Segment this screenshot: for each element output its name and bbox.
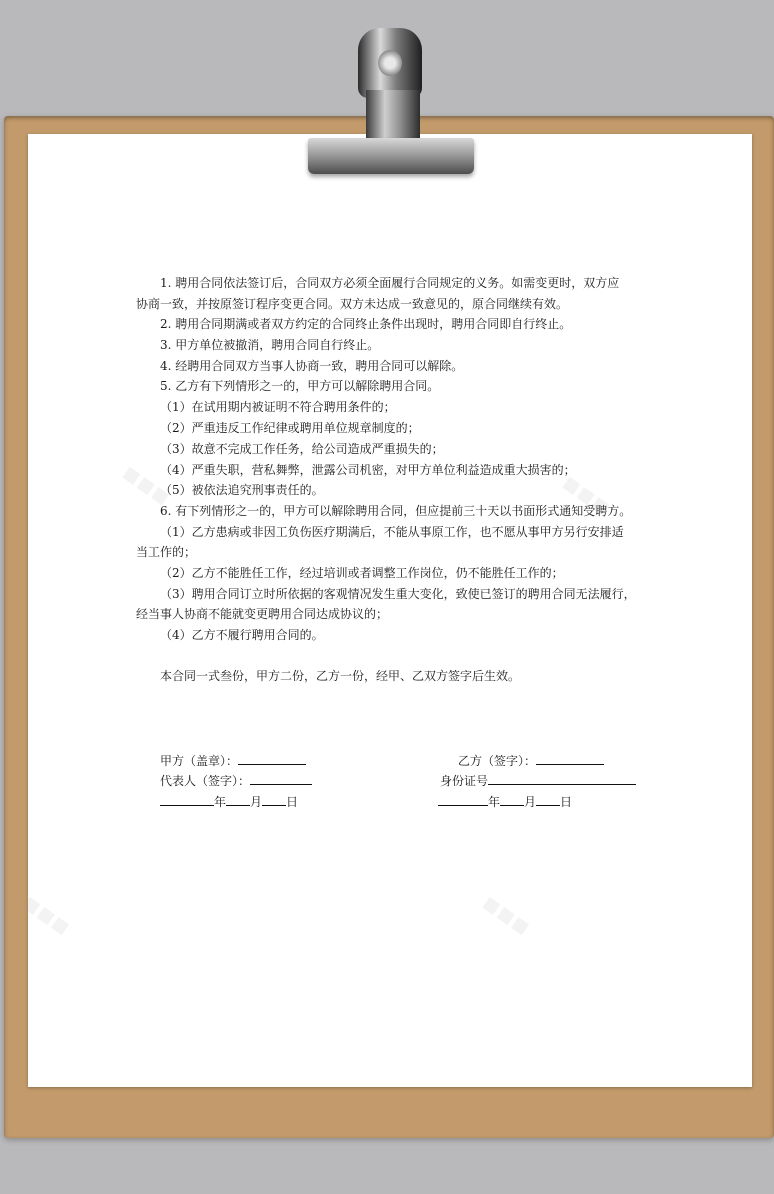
contract-line: 3. 甲方单位被撤消，聘用合同自行终止。 bbox=[160, 338, 380, 352]
watermark-mark: ▪▪▪ bbox=[116, 457, 177, 513]
contract-line: （4）严重失职，营私舞弊，泄露公司机密，对甲方单位利益造成重大损害的； bbox=[160, 463, 576, 477]
binder-clip-arm bbox=[366, 90, 420, 140]
contract-line: （3）聘用合同订立时所依据的客观情况发生重大变化，致使已签订的聘用合同无法履行， bbox=[160, 587, 636, 601]
party-a-blank bbox=[238, 752, 306, 765]
party-b-label: 乙方（签字）： bbox=[458, 754, 537, 768]
id-number-label: 身份证号 bbox=[440, 774, 489, 788]
month-label: 月 bbox=[524, 795, 537, 809]
representative-blank bbox=[250, 772, 312, 785]
id-number-field bbox=[440, 772, 636, 789]
party-a-date bbox=[160, 793, 298, 810]
party-b-signature bbox=[458, 752, 604, 769]
contract-line: 当工作的； bbox=[136, 545, 197, 559]
year-blank bbox=[438, 793, 488, 806]
month-blank bbox=[226, 793, 250, 806]
year-label: 年 bbox=[214, 795, 227, 809]
month-blank bbox=[500, 793, 524, 806]
id-number-blank bbox=[488, 772, 636, 785]
contract-line: （1）在试用期内被证明不符合聘用条件的； bbox=[160, 400, 396, 414]
watermark-mark: ▪▪▪ bbox=[476, 887, 537, 943]
party-b-date bbox=[438, 793, 572, 810]
year-blank bbox=[160, 793, 214, 806]
day-blank bbox=[536, 793, 560, 806]
contract-line: （1）乙方患病或非因工负伤医疗期满后，不能从事原工作，也不愿从事甲方另行安排适 bbox=[160, 525, 624, 539]
month-label: 月 bbox=[250, 795, 263, 809]
contract-line: 1. 聘用合同依法签订后，合同双方必须全面履行合同规定的义务。如需变更时，双方应 bbox=[160, 276, 620, 290]
party-b-blank bbox=[536, 752, 604, 765]
day-label: 日 bbox=[560, 795, 573, 809]
contract-line: 经当事人协商不能就变更聘用合同达成协议的； bbox=[136, 607, 389, 621]
day-label: 日 bbox=[286, 795, 299, 809]
contract-line: 4. 经聘用合同双方当事人协商一致，聘用合同可以解除。 bbox=[160, 359, 464, 373]
contract-line: （3）故意不完成工作任务，给公司造成严重损失的； bbox=[160, 442, 444, 456]
party-a-signature bbox=[160, 752, 306, 769]
representative-label: 代表人（签字）： bbox=[160, 774, 251, 788]
day-blank bbox=[262, 793, 286, 806]
binder-clip-hole bbox=[378, 50, 402, 76]
contract-line: （2）严重违反工作纪律或聘用单位规章制度的； bbox=[160, 421, 420, 435]
binder-clip-base bbox=[308, 138, 474, 174]
contract-line: （4）乙方不履行聘用合同的。 bbox=[160, 628, 324, 642]
contract-line: （2）乙方不能胜任工作，经过培训或者调整工作岗位，仍不能胜任工作的； bbox=[160, 566, 564, 580]
contract-closing: 本合同一式叁份，甲方二份，乙方一份，经甲、乙双方签字后生效。 bbox=[160, 669, 521, 683]
contract-line: 协商一致，并按原签订程序变更合同。双方未达成一致意见的，原合同继续有效。 bbox=[136, 297, 569, 311]
representative-signature bbox=[160, 772, 312, 789]
contract-line: 6. 有下列情形之一的，甲方可以解除聘用合同，但应提前三十天以书面形式通知受聘方。 bbox=[160, 504, 632, 518]
contract-line: 5. 乙方有下列情形之一的，甲方可以解除聘用合同。 bbox=[160, 379, 440, 393]
year-label: 年 bbox=[488, 795, 501, 809]
watermark-mark: ▪▪▪ bbox=[16, 887, 77, 943]
contract-line: 2. 聘用合同期满或者双方约定的合同终止条件出现时，聘用合同即自行终止。 bbox=[160, 317, 572, 331]
contract-line: （5）被依法追究刑事责任的。 bbox=[160, 483, 324, 497]
watermark-mark: ▪▪▪ bbox=[556, 467, 617, 523]
party-a-label: 甲方（盖章）： bbox=[160, 754, 239, 768]
